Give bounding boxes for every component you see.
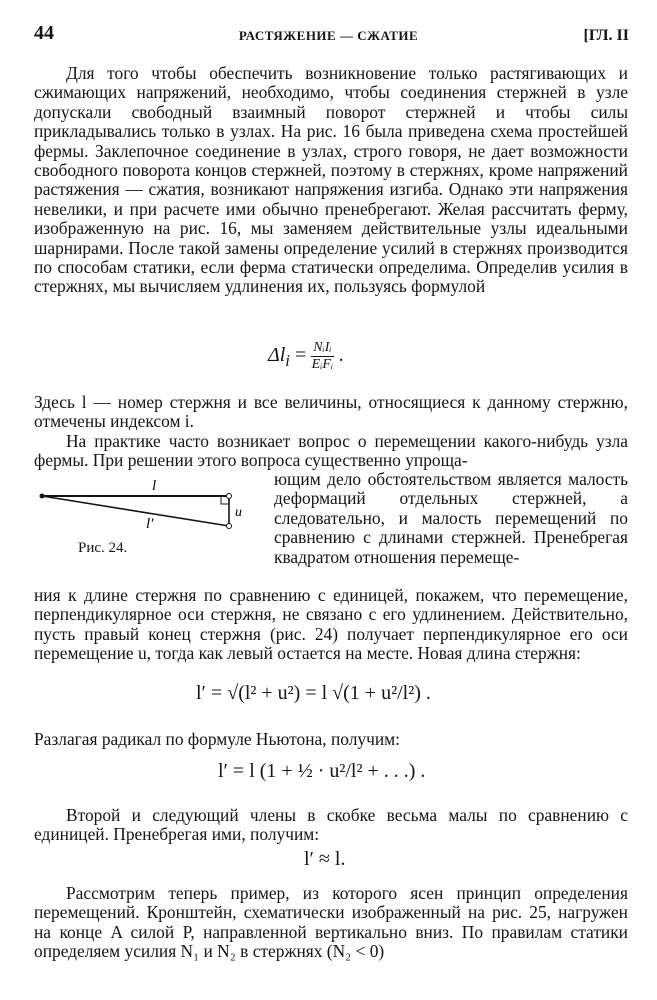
figure-24-diagram bbox=[34, 480, 249, 580]
formula-eq: = bbox=[294, 344, 307, 367]
paragraph-text: Рассмотрим теперь пример, из которого ясен принцип определения перемещений. Кронштейн, схематически изображенный на рис. 25, нагружен на конце A силой P, направленной вертикально вниз. По правилам статики определяем усилия N₁ и N₂ в стержнях (N₂ < 0) bbox=[34, 883, 628, 962]
label-l: l bbox=[152, 480, 157, 494]
formula-fraction bbox=[311, 340, 333, 373]
paragraph-text: Второй и следующий члены в скобке весьма малы по сравнению с единицей. Пренебрегая ими, получим: bbox=[34, 805, 628, 845]
running-title: РАСТЯЖЕНИЕ — СЖАТИЕ bbox=[238, 28, 419, 43]
label-u: u bbox=[235, 505, 242, 520]
paragraph-text: Здесь l — номер стержня и все величины, относящиеся к данному стержню, отмечены индексом i. bbox=[34, 392, 628, 432]
paragraph-index-note bbox=[34, 393, 628, 432]
paragraph-newton bbox=[34, 730, 628, 749]
formula-elongation: $\Delta l_i$ = $\frac{\text{NᵢIᵢ}}{\text{EᵢFᵢ}}$ . bbox=[268, 340, 344, 372]
paragraph-node-displacement bbox=[34, 432, 628, 471]
paragraph-text: На практике часто возникает вопрос о перемещении какого-нибудь узла фермы. При решении этого вопроса существенно упроща- bbox=[34, 431, 628, 471]
formula-approx: l′ ≈ l. bbox=[304, 848, 346, 870]
formula-expansion: l′ = l (1 + ½ · u²/l² + . . .) . bbox=[218, 760, 426, 782]
formula-new-length: l′ = √(l² + u²) = l √(1 + u²/l²) . bbox=[196, 682, 431, 704]
left-node bbox=[40, 494, 45, 499]
formula-lhs: Δl bbox=[268, 344, 286, 367]
label-l-prime: l′ bbox=[146, 516, 154, 532]
chapter-marker: [ГЛ. II bbox=[583, 27, 629, 44]
paragraph-neglect bbox=[34, 806, 628, 845]
paragraph-wrapped bbox=[274, 470, 628, 567]
formula-numerator: NᵢIᵢ bbox=[313, 340, 332, 355]
paragraph-text: Разлагая радикал по формуле Ньютона, получим: bbox=[34, 729, 401, 749]
paragraph-text: ющим дело обстоятельством является малость деформаций отдельных стержней, а следовательно, и малость перемещений по сравнению с длинами стержней. Пренебрегая квадратом отношения перемеще- bbox=[274, 469, 628, 567]
page-number: 44 bbox=[34, 22, 54, 44]
figure-caption: Рис. 24. bbox=[78, 540, 128, 556]
paragraph-text: Для того чтобы обеспечить возникновение только растягивающих и сжимающих напряжений, необходимо, чтобы соединения стержней в узле допускали свободный взаимный поворот стержней и чтобы силы прикладывались только в узлах. На рис. 16 была приведена схема простейшей фермы. Заклепочное соединение в узлах, строго говоря, не дает возможности свободного поворота концов стержней, поэтому в стержнях, кроме напряжений растяжения — сжатия, возникают напряжения изгиба. Однако эти напряжения невелики, и при расчете ими обычно пренебрегают. Желая рассчитать ферму, изображенную на рис. 16, мы заменяем действительные узлы идеальными шарнирами. После такой замены определение усилий в стержнях производится по способам статики, если ферма статически определима. Определив усилия в стержнях, мы вычисляем удлинения их, пользуясь формулой bbox=[34, 63, 628, 297]
moved-node bbox=[227, 524, 232, 529]
formula-sub: i bbox=[285, 351, 290, 371]
paragraph-truss-joints bbox=[34, 64, 628, 297]
rod-deformed bbox=[42, 496, 229, 526]
right-node bbox=[227, 494, 232, 499]
paragraph-perpendicular bbox=[34, 586, 628, 664]
paragraph-example bbox=[34, 884, 628, 962]
paragraph-text: ния к длине стержня по сравнению с единицей, покажем, что перемещение, перпендикулярное оси стержня, не связано с его удлинением. Действительно, пусть правый конец стержня (рис. 24) получает перпендикулярное его оси перемещение u, тогда как левый остается на месте. Новая длина стержня: bbox=[34, 585, 628, 664]
formula-denominator: EᵢFᵢ bbox=[311, 357, 334, 372]
